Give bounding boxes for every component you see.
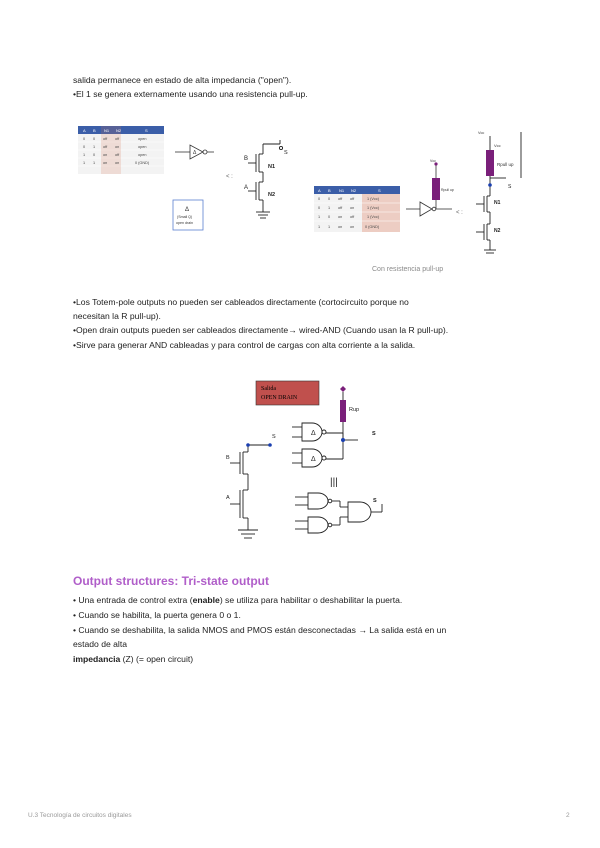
- tristate-b4-bold: impedancia: [73, 654, 121, 664]
- tristate-b1-post: ) se utiliza para habilitar o deshabilitar la puerta.: [219, 595, 403, 605]
- vcc-small-label: Vcc: [430, 159, 436, 163]
- bullet1-line1: •Los Totem-pole outputs no pueden ser cableados directamente (cortocircuito porque no: [73, 297, 409, 307]
- box-label-2: open drain: [176, 221, 193, 225]
- tr-r0c3: off: [350, 197, 355, 201]
- rpu-large-label: Rpull up: [497, 162, 514, 167]
- tristate-bullet-3b: estado de alta: [73, 639, 127, 649]
- tl-r0c1: 0: [93, 137, 96, 141]
- wired-node: [341, 438, 345, 442]
- vcc-diamond: [340, 386, 346, 392]
- tr-r2c3: off: [350, 215, 355, 219]
- tl-r2c1: 0: [93, 153, 96, 157]
- tl-h-a: A: [83, 128, 86, 133]
- nmos-b-label: B: [244, 156, 249, 162]
- tr-h-s: S: [378, 188, 381, 193]
- nmos-stack-wired: [230, 445, 270, 538]
- nmos-output-node: [268, 443, 272, 447]
- tr-r0c2: off: [338, 197, 343, 201]
- tristate-b1-bold: enable: [192, 595, 220, 605]
- nmos-wired-a-label: A: [226, 495, 230, 501]
- tr-h-b: B: [328, 188, 331, 193]
- tl-r0c3: off: [115, 137, 120, 141]
- vcc-large-label-top: Vcc: [478, 131, 485, 135]
- box-line-2: OPEN DRAIN: [261, 395, 298, 401]
- section-heading: Output structures: Tri-state output: [73, 574, 269, 588]
- tl-r3c1: 1: [93, 161, 96, 165]
- tristate-bullet-2: • Cuando se habilita, la puerta genera 0 o 1.: [73, 610, 241, 620]
- tristate-b4-post: (Z) (= open circuit): [120, 654, 194, 664]
- figure-caption: Con resistencia pull-up: [372, 266, 444, 273]
- tr-r1c2: off: [338, 206, 343, 210]
- wired-s-label: S: [372, 431, 376, 437]
- tl-r0c2: off: [103, 137, 108, 141]
- nmos-right-s-label: S: [508, 184, 512, 190]
- tl-r3c4: 0 (GND): [135, 161, 150, 165]
- tr-r1c1: 1: [328, 206, 331, 210]
- box-label-1: (Small Q): [177, 215, 193, 219]
- nmos-n1-label: N1: [268, 164, 276, 170]
- tl-r0c0: 0: [83, 137, 86, 141]
- tr-r2c2: on: [338, 215, 343, 219]
- box-line-1: Salida: [261, 386, 276, 392]
- tl-r1c4: open: [138, 145, 147, 149]
- tristate-b1-pre: • Una entrada de control extra (: [73, 595, 193, 605]
- nmos-s-label: S: [284, 150, 288, 156]
- rup-label: Rup: [349, 407, 360, 413]
- tr-r2c0: 1: [318, 215, 321, 219]
- tr-h-n1: N1: [339, 188, 345, 193]
- page-number: 2: [566, 812, 570, 819]
- nmos-a-label: A: [244, 185, 249, 191]
- rup-resistor: [340, 400, 346, 422]
- tl-r2c0: 1: [83, 153, 86, 157]
- vcc-large-label: Vcc: [494, 143, 501, 148]
- tr-r1c0: 0: [318, 206, 321, 210]
- intro-line-2: •El 1 se genera externamente usando una resistencia pull-up.: [73, 89, 308, 99]
- tl-h-b: B: [93, 128, 96, 133]
- tl-r3c3: on: [115, 161, 120, 165]
- arrow-hint-1: < :: [226, 174, 233, 180]
- tr-h-n2: N2: [351, 188, 357, 193]
- tr-r3c0: 1: [318, 225, 321, 229]
- equiv-mark: |||: [330, 477, 338, 488]
- tl-r1c3: on: [115, 145, 120, 149]
- od-symbol-2: Δ: [311, 456, 316, 463]
- arrow-hint-2: < :: [456, 210, 463, 216]
- tl-r2c3: off: [115, 153, 120, 157]
- svg-text:Δ: Δ: [193, 150, 197, 156]
- footer-title: U.3 Tecnología de circuitos digitales: [28, 812, 132, 819]
- nmos-wired-s-label: S: [272, 434, 276, 440]
- tr-r0c1: 0: [328, 197, 331, 201]
- tr-r3c2: on: [338, 225, 343, 229]
- tl-h-n1: N1: [104, 128, 110, 133]
- nmos-n2-label: N2: [268, 192, 276, 198]
- tl-r1c0: 0: [83, 145, 86, 149]
- tr-r2c4: 1 (Vcc): [367, 215, 380, 219]
- tristate-bullet-3a: • Cuando se deshabilita, la salida NMOS and PMOS están desconectadas → La salida está en un: [73, 625, 447, 635]
- intro-line-1: salida permanece en estado de alta impedancia ("open").: [73, 75, 292, 85]
- tl-r3c2: on: [103, 161, 108, 165]
- nmos-drain-node: [246, 443, 250, 447]
- nmos-right-n1-label: N1: [494, 200, 501, 206]
- bullet1-line2: necesitan la R pull-up).: [73, 311, 161, 321]
- rpu-small-label: Rpull up: [441, 188, 454, 192]
- tr-r0c4: 1 (Vcc): [367, 197, 380, 201]
- open-drain-title-box: [256, 381, 319, 405]
- tl-r2c2: on: [103, 153, 108, 157]
- tr-r2c1: 0: [328, 215, 331, 219]
- tr-r3c3: on: [350, 225, 355, 229]
- tl-r3c0: 1: [83, 161, 86, 165]
- tristate-bullet-4: [73, 653, 193, 667]
- bullet1-line3: •Open drain outputs pueden ser cableados directamente→ wired-AND (Cuando usan la R pull-up).: [73, 325, 449, 335]
- nmos-wired-b-label: B: [226, 455, 230, 461]
- bullet1-line4: •Sirve para generar AND cableadas y para control de cargas con alta corriente a la salida.: [73, 340, 416, 350]
- tl-h-s: S: [145, 128, 148, 133]
- equivalent-and-gates: [295, 493, 382, 533]
- od-nand-gates: [292, 423, 326, 467]
- nmos-right-n2-label: N2: [494, 228, 501, 234]
- tr-r3c1: 1: [328, 225, 331, 229]
- svg-text:Δ: Δ: [185, 207, 190, 213]
- tr-h-a: A: [318, 188, 321, 193]
- tristate-bullet-1: [73, 594, 402, 608]
- tr-r1c3: on: [350, 206, 355, 210]
- tr-r3c4: 0 (GND): [365, 225, 380, 229]
- od-symbol-1: Δ: [311, 430, 316, 437]
- tr-r0c0: 0: [318, 197, 321, 201]
- tl-r0c4: open: [138, 137, 147, 141]
- and-s-label: S: [373, 498, 377, 504]
- tl-r1c1: 1: [93, 145, 96, 149]
- tl-r2c4: open: [138, 153, 147, 157]
- tl-r1c2: off: [103, 145, 108, 149]
- tl-h-n2: N2: [116, 128, 122, 133]
- tr-r1c4: 1 (Vcc): [367, 206, 380, 210]
